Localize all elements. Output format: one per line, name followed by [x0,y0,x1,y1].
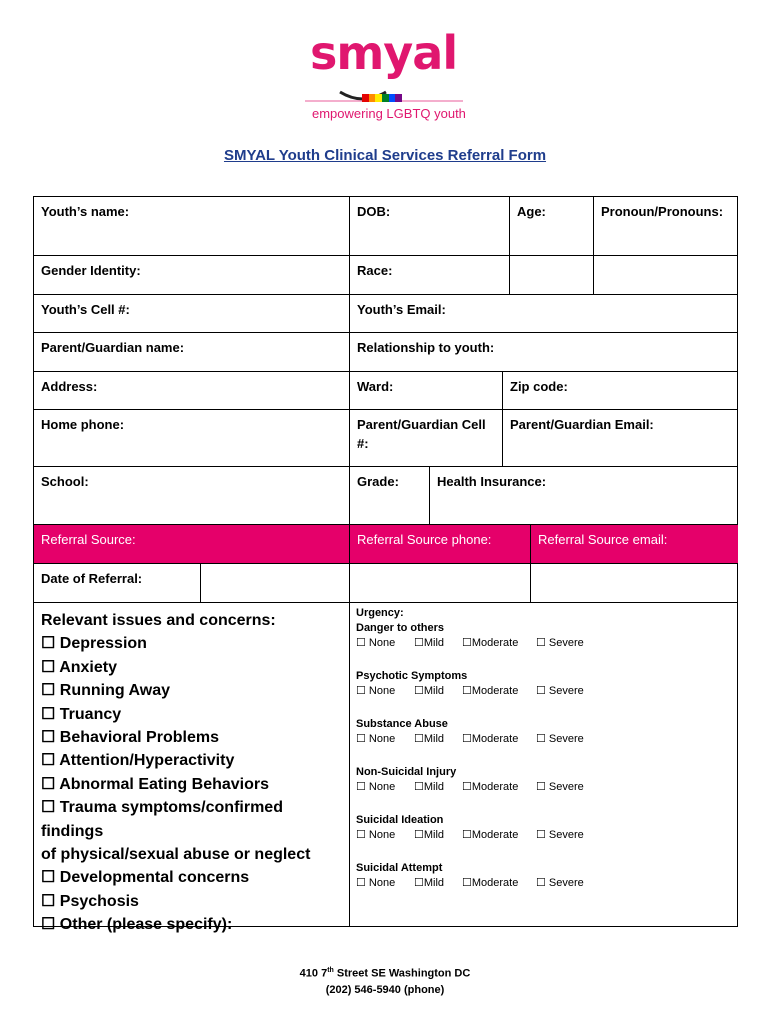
pronouns-field[interactable] [594,197,738,256]
race-cell-2[interactable] [510,256,594,295]
logo-tagline: empowering LGBTQ youth [312,106,466,121]
referral-date-cell-3[interactable] [350,564,531,603]
option-severe[interactable]: ☐ Severe [536,733,584,745]
smyal-logo [300,28,475,123]
issue-running-away[interactable]: ☐ Running Away [41,682,171,700]
logo-wordmark: smyal [310,26,458,80]
option-severe[interactable]: ☐ Severe [536,829,584,841]
race-label: Race: [357,263,393,278]
referral-source-label: Referral Source: [41,532,136,547]
option-none[interactable]: ☐ None [356,829,396,841]
referral-date-field[interactable] [34,564,201,603]
guardian-email-label: Parent/Guardian Email: [510,417,654,432]
urgency-group [356,813,738,843]
option-moderate[interactable]: ☐Moderate [462,733,519,745]
gender-identity-field[interactable] [34,256,350,295]
guardian-cell-field[interactable] [350,410,503,467]
youth-name-field[interactable] [34,197,350,256]
option-moderate[interactable]: ☐Moderate [462,829,519,841]
zip-label: Zip code: [510,379,568,394]
urgency-group-label: Non-Suicidal Injury [356,766,457,778]
referral-date-value[interactable] [201,564,350,603]
guardian-name-field[interactable] [34,333,350,372]
option-severe[interactable]: ☐ Severe [536,877,584,889]
address-label: Address: [41,379,98,394]
urgency-group-label: Suicidal Ideation [356,814,444,826]
option-none[interactable]: ☐ None [356,877,396,889]
issues-section [34,603,350,934]
issue-anxiety[interactable]: ☐ Anxiety [41,658,117,676]
option-mild[interactable]: ☐Mild [414,877,445,889]
option-none[interactable]: ☐ None [356,637,396,649]
address-field[interactable] [34,372,350,410]
youth-name-label: Youth’s name: [41,204,130,219]
youth-email-field[interactable] [350,295,738,333]
issue-developmental[interactable]: ☐ Developmental concerns [41,869,250,887]
footer-address: 410 7th Street SE Washington DC [299,967,471,980]
guardian-name-label: Parent/Guardian name: [41,340,185,355]
option-mild[interactable]: ☐Mild [414,685,445,697]
urgency-group-label: Suicidal Attempt [356,862,443,874]
referral-email-label: Referral Source email: [538,532,668,547]
school-label: School: [41,474,89,489]
race-cell-3[interactable] [594,256,738,295]
referral-date-label: Date of Referral: [41,571,143,586]
urgency-group [356,861,738,891]
gender-identity-label: Gender Identity: [41,263,141,278]
option-mild[interactable]: ☐Mild [414,637,445,649]
referral-email-field[interactable] [531,525,738,564]
option-none[interactable]: ☐ None [356,733,396,745]
form-title: SMYAL Youth Clinical Services Referral Form [223,147,547,164]
referral-phone-field[interactable] [350,525,531,564]
guardian-cell-label: Parent/Guardian Cell #: [357,417,486,451]
issue-behavioral[interactable]: ☐ Behavioral Problems [41,729,219,747]
footer-phone: (202) 546-5940 (phone) [325,983,445,996]
grade-label: Grade: [357,474,399,489]
option-severe[interactable]: ☐ Severe [536,781,584,793]
urgency-group [356,621,738,651]
option-severe[interactable]: ☐ Severe [536,637,584,649]
option-moderate[interactable]: ☐Moderate [462,637,519,649]
urgency-group-label: Danger to others [356,622,445,634]
option-mild[interactable]: ☐Mild [414,829,445,841]
ward-field[interactable] [350,372,503,410]
urgency-group-label: Psychotic Symptoms [356,670,468,682]
referral-date-cell-4[interactable] [531,564,738,603]
home-phone-label: Home phone: [41,417,125,432]
option-moderate[interactable]: ☐Moderate [462,685,519,697]
youth-email-label: Youth’s Email: [357,302,446,317]
pronouns-label: Pronoun/Pronouns: [601,204,724,219]
issue-eating[interactable]: ☐ Abnormal Eating Behaviors [41,775,270,793]
race-field[interactable] [350,256,510,295]
youth-cell-field[interactable] [34,295,350,333]
issues-heading: Relevant issues and concerns: [41,612,276,629]
option-moderate[interactable]: ☐Moderate [462,781,519,793]
option-none[interactable]: ☐ None [356,781,396,793]
relationship-label: Relationship to youth: [357,340,495,355]
pride-flag-icon [362,94,402,102]
option-severe[interactable]: ☐ Severe [536,685,584,697]
option-mild[interactable]: ☐Mild [414,733,445,745]
referral-source-field[interactable] [34,525,350,564]
issue-attention[interactable]: ☐ Attention/Hyperactivity [41,752,235,770]
referral-form-table [33,196,738,934]
issue-truancy[interactable]: ☐ Truancy [41,705,122,723]
urgency-section [350,603,738,927]
issue-other[interactable]: ☐ Other (please specify): [41,916,233,934]
issue-trauma-cont: of physical/sexual abuse or neglect [41,846,311,864]
urgency-heading: Urgency: [356,607,404,619]
home-phone-field[interactable] [34,410,350,467]
school-field[interactable] [34,467,350,525]
option-moderate[interactable]: ☐Moderate [462,877,519,889]
guardian-email-field[interactable] [503,410,738,467]
dob-field[interactable] [350,197,510,256]
insurance-field[interactable] [430,467,738,525]
urgency-group [356,717,738,747]
insurance-label: Health Insurance: [437,474,547,489]
footer [0,963,770,998]
grade-field[interactable] [350,467,430,525]
option-none[interactable]: ☐ None [356,685,396,697]
urgency-group [356,669,738,699]
age-field[interactable] [510,197,594,256]
issue-psychosis[interactable]: ☐ Psychosis [41,892,139,910]
dob-label: DOB: [357,204,391,219]
ward-label: Ward: [357,379,394,394]
urgency-group [356,765,738,795]
zip-field[interactable] [503,372,738,410]
referral-phone-label: Referral Source phone: [357,532,492,547]
urgency-group-label: Substance Abuse [356,718,448,730]
issue-trauma[interactable]: ☐ Trauma symptoms/confirmed findings [41,799,283,840]
option-mild[interactable]: ☐Mild [414,781,445,793]
relationship-field[interactable] [350,333,738,372]
youth-cell-label: Youth’s Cell #: [41,302,130,317]
age-label: Age: [517,204,546,219]
issue-depression[interactable]: ☐ Depression [41,635,147,653]
